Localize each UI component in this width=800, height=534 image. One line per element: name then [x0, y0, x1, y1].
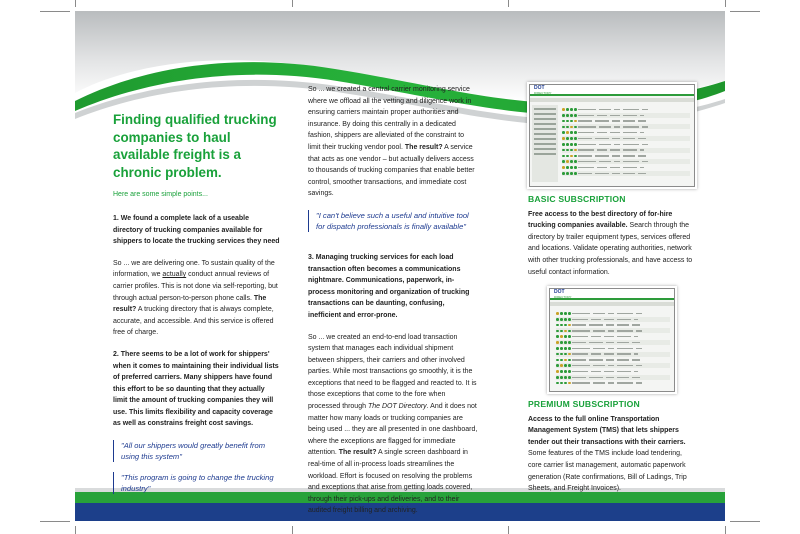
- screenshot-row: [562, 159, 690, 164]
- screenshot-row: [562, 165, 690, 170]
- screenshot-row: [562, 136, 690, 141]
- fold-mark: [292, 0, 293, 7]
- screenshot-row: [556, 352, 670, 357]
- screenshot-row: [556, 323, 670, 328]
- app-screenshot-tms: [549, 288, 675, 392]
- screenshot-row: [562, 148, 690, 153]
- point-1-result: A trucking directory that is always complete, accurate, and accessible. And this service is offered free of charge.: [113, 306, 274, 337]
- testimonial-quote-3: "I can't believe such a useful and intuitive tool for dispatch professionals is finally available": [308, 210, 478, 232]
- crop-mark: [725, 0, 726, 7]
- point-1-emphasis: actually: [162, 271, 187, 279]
- result-label: The result?: [338, 449, 377, 457]
- point-1-heading: 1. We found a complete lack of a useable directory of trucking companies available for shippers to locate the trucking services they need: [113, 214, 280, 246]
- crop-mark: [75, 0, 76, 7]
- screenshot-row: [556, 375, 670, 380]
- crop-mark: [75, 526, 76, 534]
- paragraph-text-3: A single screen dashboard in real-time of all in-process loads streamlines the workload. Effort is focused on resolving the problems and exceptions that arise from getting loads covered, through their pick-ups and deliveries, and to their audited freight billing and archiving.: [308, 449, 473, 515]
- premium-lead: Access to the full online Transportation Management System (TMS) that lets shippers tender out their transactions with their carriers.: [528, 415, 686, 446]
- fold-mark: [508, 0, 509, 7]
- screenshot-row: [562, 153, 690, 158]
- screenshot-table: [562, 107, 690, 182]
- premium-subscription-text: [528, 414, 695, 495]
- crop-mark: [40, 11, 70, 12]
- testimonial-quote-2: "This program is going to change the trucking industry": [113, 472, 280, 494]
- paragraph-text-2: A service that acts as one vendor – but actually delivers access to thousands of trucking companies that enable better control, smoother transactions, and immediate cost savings.: [308, 143, 475, 198]
- load-transaction-paragraph: [308, 332, 478, 518]
- premium-subscription-heading: PREMIUM SUBSCRIPTION: [528, 399, 640, 409]
- product-name: The DOT Directory: [367, 403, 427, 411]
- point-3-heading: 3. Managing trucking services for each load transaction often becomes a communications nightmare. Communications, paperwork, in-process monitoring and organization of trucking transactions can be daunting, confusing, inefficient and error-prone.: [308, 253, 470, 319]
- headline: Finding qualified trucking companies to haul available freight is a chronic problem.: [113, 112, 277, 180]
- screenshot-row: [556, 369, 670, 374]
- screenshot-row: [562, 171, 690, 176]
- screenshot-row: [556, 363, 670, 368]
- column-right: [528, 194, 695, 288]
- paragraph-text: So ... we created a central carrier monitoring service where we offload all the vetting and diligence work in ensuring carriers maintain proper authorities and insurance. By doing this centrally in a dedicated fashion, shippers are alleviated of the constraint to limit their trucking vendor pool.: [308, 86, 472, 151]
- premium-body: Some features of the TMS include load tendering, core carrier list management, automatic paperwork generation (Rate confirmations, Bill of Ladings, Trip Sheets, and Freight Invoices).: [528, 450, 687, 493]
- result-label: The result?: [404, 143, 443, 151]
- screenshot-row: [562, 130, 690, 135]
- screenshot-row: [556, 340, 670, 345]
- premium-subscription-block: [528, 399, 695, 505]
- crop-mark: [40, 521, 70, 522]
- column-middle: [308, 84, 478, 527]
- screenshot-table: [556, 311, 670, 387]
- point-1-text: So ... we are delivering one. To sustain quality of the information, we: [113, 259, 275, 279]
- screenshot-sidebar: [532, 105, 558, 182]
- fold-mark: [292, 526, 293, 534]
- screenshot-header: [530, 85, 694, 96]
- column-left: [113, 111, 280, 504]
- result-label: The result?: [113, 294, 267, 314]
- screenshot-row: [562, 119, 690, 124]
- intro-text: Here are some simple points...: [113, 191, 208, 199]
- screenshot-row: [556, 381, 670, 386]
- basic-lead: Free access to the best directory of for-hire trucking companies available.: [528, 210, 673, 230]
- screenshot-row: [556, 334, 670, 339]
- screenshot-header: [550, 289, 674, 300]
- paragraph-text: So ... we created an end-to-end load transaction system that manages each individual shipment between shippers, their carriers and other involved parties. While most transactions go smoothly, it is the exceptions that need to be flagged and reacted to. It is those exceptions that come to the fore when processed through: [308, 333, 477, 411]
- fold-mark: [508, 526, 509, 534]
- crop-mark: [730, 11, 760, 12]
- screenshot-row: [562, 124, 690, 129]
- screenshot-row: [556, 311, 670, 316]
- screenshot-nav: [550, 302, 674, 306]
- dot-directory-logo: DOT DIRECTORY: [534, 85, 552, 95]
- screenshot-row: [562, 113, 690, 118]
- basic-subscription-heading: BASIC SUBSCRIPTION: [528, 194, 626, 204]
- screenshot-row: [556, 328, 670, 333]
- testimonial-quote-1: "All our shippers would greatly benefit from using this system": [113, 440, 280, 462]
- point-1-body: [113, 258, 280, 339]
- screenshot-row: [556, 346, 670, 351]
- screenshot-nav: [530, 98, 694, 102]
- basic-body: Search through the directory by trailer equipment types, services offered and locations. Validate operating authorities, network with other trucking professionals, and have access to useful contact information.: [528, 222, 693, 276]
- point-1-text-2: conduct annual reviews of carrier profiles. This is not done via self-reporting, but through actual person-to-person phone calls.: [113, 271, 278, 302]
- basic-subscription-text: [528, 209, 695, 279]
- screenshot-row: [562, 142, 690, 147]
- point-2-heading: 2. There seems to be a lot of work for shippers' when it comes to maintaining their individual lists of preferred carriers. Many shippers have found this effort to be so daunting that they actually limit the amount of trucking companies they will use. This limits flexibility and capacity coverage as well as constrains freight cost savings.: [113, 350, 279, 428]
- app-screenshot-directory: [529, 84, 695, 187]
- carrier-monitoring-paragraph: [308, 84, 478, 200]
- crop-mark: [730, 521, 760, 522]
- crop-mark: [725, 526, 726, 534]
- screenshot-row: [562, 107, 690, 112]
- dot-directory-logo: DOT DIRECTORY: [554, 289, 572, 299]
- paragraph-text-2: . And it does not matter how many loads or trucking companies are being used ... they are all presented in one dashboard, where the exceptions are flagged for immediate attention.: [308, 403, 478, 457]
- screenshot-row: [556, 357, 670, 362]
- screenshot-row: [556, 317, 670, 322]
